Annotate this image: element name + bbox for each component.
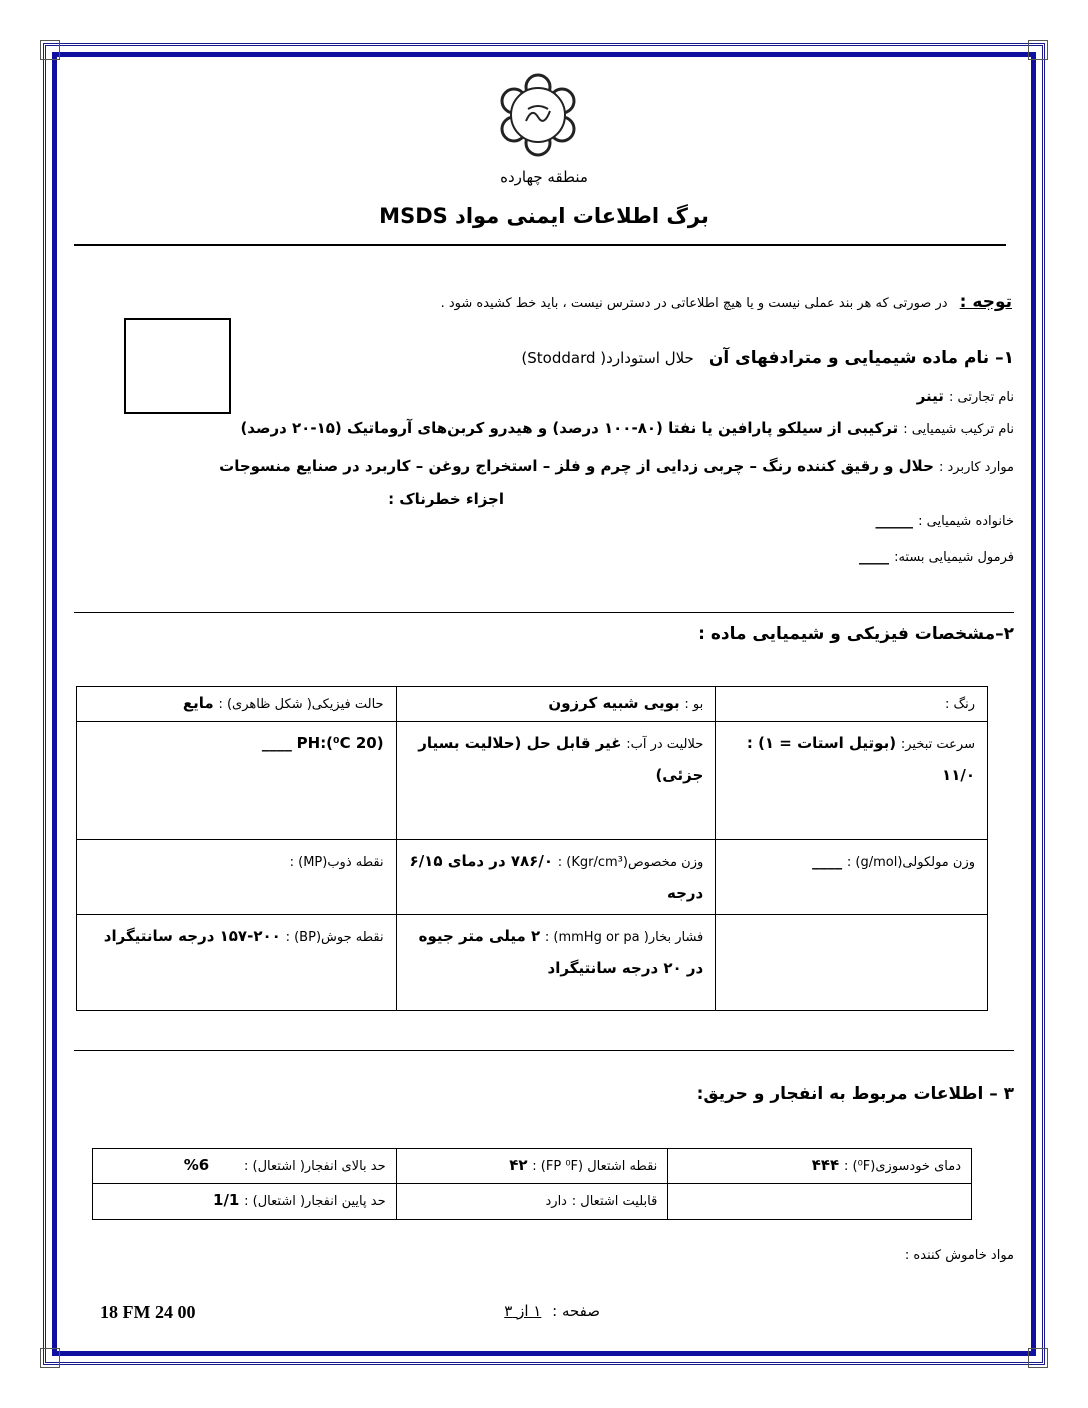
chemical-family-line [614, 510, 1014, 529]
section1-substance-name: حلال استودارد( Stoddard) [521, 349, 694, 367]
vapor-pressure-cell [396, 915, 716, 1011]
boiling-point-value: ۱۵۷-۲۰۰ درجه سانتیگراد [103, 927, 281, 945]
page-number-value: ۱ از ۳ [504, 1302, 542, 1320]
chemical-formula-line [614, 546, 1014, 565]
section1-divider [74, 612, 1014, 613]
fire-explosion-table [92, 1148, 972, 1220]
tehran-municipality-logo-icon [496, 73, 580, 157]
page-number-line [440, 1302, 600, 1320]
upper-explosive-limit-label: حد بالای انفجار( اشتعال) : [244, 1159, 386, 1174]
autoignition-cell [668, 1149, 972, 1184]
lower-explosive-limit-value: 1/1 [213, 1191, 240, 1209]
color-label: رنگ : [944, 697, 975, 712]
uses-line [194, 456, 1014, 475]
chemical-composition-value: ترکیبی از سیلکو پارافین یا نفتا (۸۰-۱۰۰ درصد) و هیدرو کربن‌های آروماتیک (۱۵-۲۰ درصد) [240, 419, 899, 437]
density-label: وزن مخصوص(Kgr/cm³) : [557, 855, 704, 870]
chemical-formula-value: ____ [858, 547, 889, 565]
table-row [93, 1184, 972, 1220]
corner-mark [1028, 1348, 1048, 1368]
lower-explosive-limit-label: حد پایین انفجار( اشتعال) : [244, 1194, 386, 1209]
odor-cell [396, 687, 716, 722]
section2-heading: ۲–مشخصات فیزیکی و شیمیایی ماده : [698, 624, 1014, 644]
solubility-label: حلالیت در آب: [626, 737, 704, 752]
photo-placeholder-box [124, 318, 231, 414]
flash-point-cell [396, 1149, 668, 1184]
form-code: 18 FM 24 00 [100, 1302, 196, 1322]
evaporation-label: سرعت تبخیر: [900, 737, 975, 752]
table-row [77, 840, 988, 915]
flammability-label: قابلیت اشتعال : [571, 1194, 658, 1209]
state-label: حالت فیزیکی( شکل ظاهری) : [218, 697, 384, 712]
density-value: ۷۸۶/۰ در دمای ۶/۱۵ درجه [409, 852, 704, 902]
corner-mark [40, 40, 60, 60]
autoignition-label: دمای خودسوزی(⁰F) : [844, 1159, 961, 1174]
flammability-cell [396, 1184, 668, 1220]
trade-name-line [314, 386, 1014, 405]
corner-mark [40, 1348, 60, 1368]
chemical-family-label: خانواده شیمیایی : [918, 514, 1014, 529]
chemical-family-value: _____ [875, 511, 914, 529]
table-row [77, 687, 988, 722]
table-row [93, 1149, 972, 1184]
note-line [312, 292, 1012, 312]
state-cell [77, 687, 397, 722]
flash-point-label: نقطه اشتعال (FP ⁰F) : [532, 1159, 658, 1174]
page-number-label: صفحه : [552, 1302, 600, 1320]
empty-cell [668, 1184, 972, 1220]
uses-label: موارد کاربرد : [938, 460, 1014, 475]
section2-divider [74, 1050, 1014, 1051]
section1-heading-line [314, 348, 1014, 368]
vapor-pressure-label: فشار بخار( mmHg or pa) : [544, 930, 704, 945]
chemical-formula-label: فرمول شیمیایی بسته: [894, 550, 1014, 565]
boiling-point-label: نقطه جوش(BP) : [285, 930, 384, 945]
ph-value: ____ [261, 734, 292, 752]
evaporation-cell [716, 722, 988, 840]
physical-properties-table [76, 686, 988, 1011]
molecular-weight-cell [716, 840, 988, 915]
uses-value: حلال و رقیق کننده رنگ – چربی زدایی از چرم و فلز – استخراج روغن – کاربرد در صنایع منسوجات [219, 457, 934, 475]
flash-point-value: ۴۲ [509, 1156, 528, 1174]
table-row [77, 915, 988, 1011]
lower-explosive-limit-cell [93, 1184, 397, 1220]
page-title: برگ اطلاعات ایمنی مواد MSDS [379, 204, 709, 228]
chemical-composition-label: نام ترکیب شیمیایی : [903, 422, 1014, 437]
table-row [77, 722, 988, 840]
state-value: مایع [182, 694, 214, 712]
flammability-value: دارد [545, 1194, 567, 1209]
note-label: توجه : [959, 292, 1012, 312]
molecular-weight-value: ____ [812, 852, 843, 870]
odor-value: بویی شبیه کرزون [548, 694, 680, 712]
density-cell [396, 840, 716, 915]
corner-mark [1028, 40, 1048, 60]
chemical-composition-line [194, 418, 1014, 437]
melting-point-cell [77, 840, 397, 915]
odor-label: بو : [684, 697, 704, 712]
note-text: در صورتی که هر بند عملی نیست و یا هیچ اطلاعاتی در دسترس نیست ، باید خط کشیده شود . [440, 296, 948, 311]
autoignition-value: ۴۴۴ [811, 1156, 840, 1174]
melting-point-label: نقطه ذوب(MP) : [289, 855, 384, 870]
section1-heading: ۱– نام ماده شیمیایی و مترادفهای آن [708, 348, 1014, 368]
extinguishing-media-label: مواد خاموش کننده : [904, 1248, 1014, 1263]
title-divider [74, 244, 1006, 246]
evaporation-value: (بوتیل استات = ۱) : ۱۱/۰ [746, 734, 975, 784]
trade-name-value: تینر [916, 387, 944, 405]
hazardous-components-label: اجزاء خطرناک : [388, 490, 504, 508]
solubility-cell [396, 722, 716, 840]
molecular-weight-label: وزن مولکولی(g/mol) : [846, 855, 975, 870]
empty-cell [716, 915, 988, 1011]
region-name: منطقه چهارده [500, 168, 588, 186]
solubility-value: غیر قابل حل (حلالیت بسیار جزئی) [418, 734, 704, 784]
ph-label: (20 ⁰C):PH [296, 734, 384, 752]
vapor-pressure-value: ۲ میلی متر جیوه در ۲۰ درجه سانتیگراد [418, 927, 704, 977]
upper-explosive-limit-value: 6% [183, 1156, 210, 1174]
upper-explosive-limit-cell [93, 1149, 397, 1184]
section3-heading: ۳ – اطلاعات مربوط به انفجار و حریق: [696, 1084, 1014, 1104]
color-cell [716, 687, 988, 722]
trade-name-label: نام تجارتی : [949, 390, 1014, 405]
ph-cell [77, 722, 397, 840]
boiling-point-cell [77, 915, 397, 1011]
